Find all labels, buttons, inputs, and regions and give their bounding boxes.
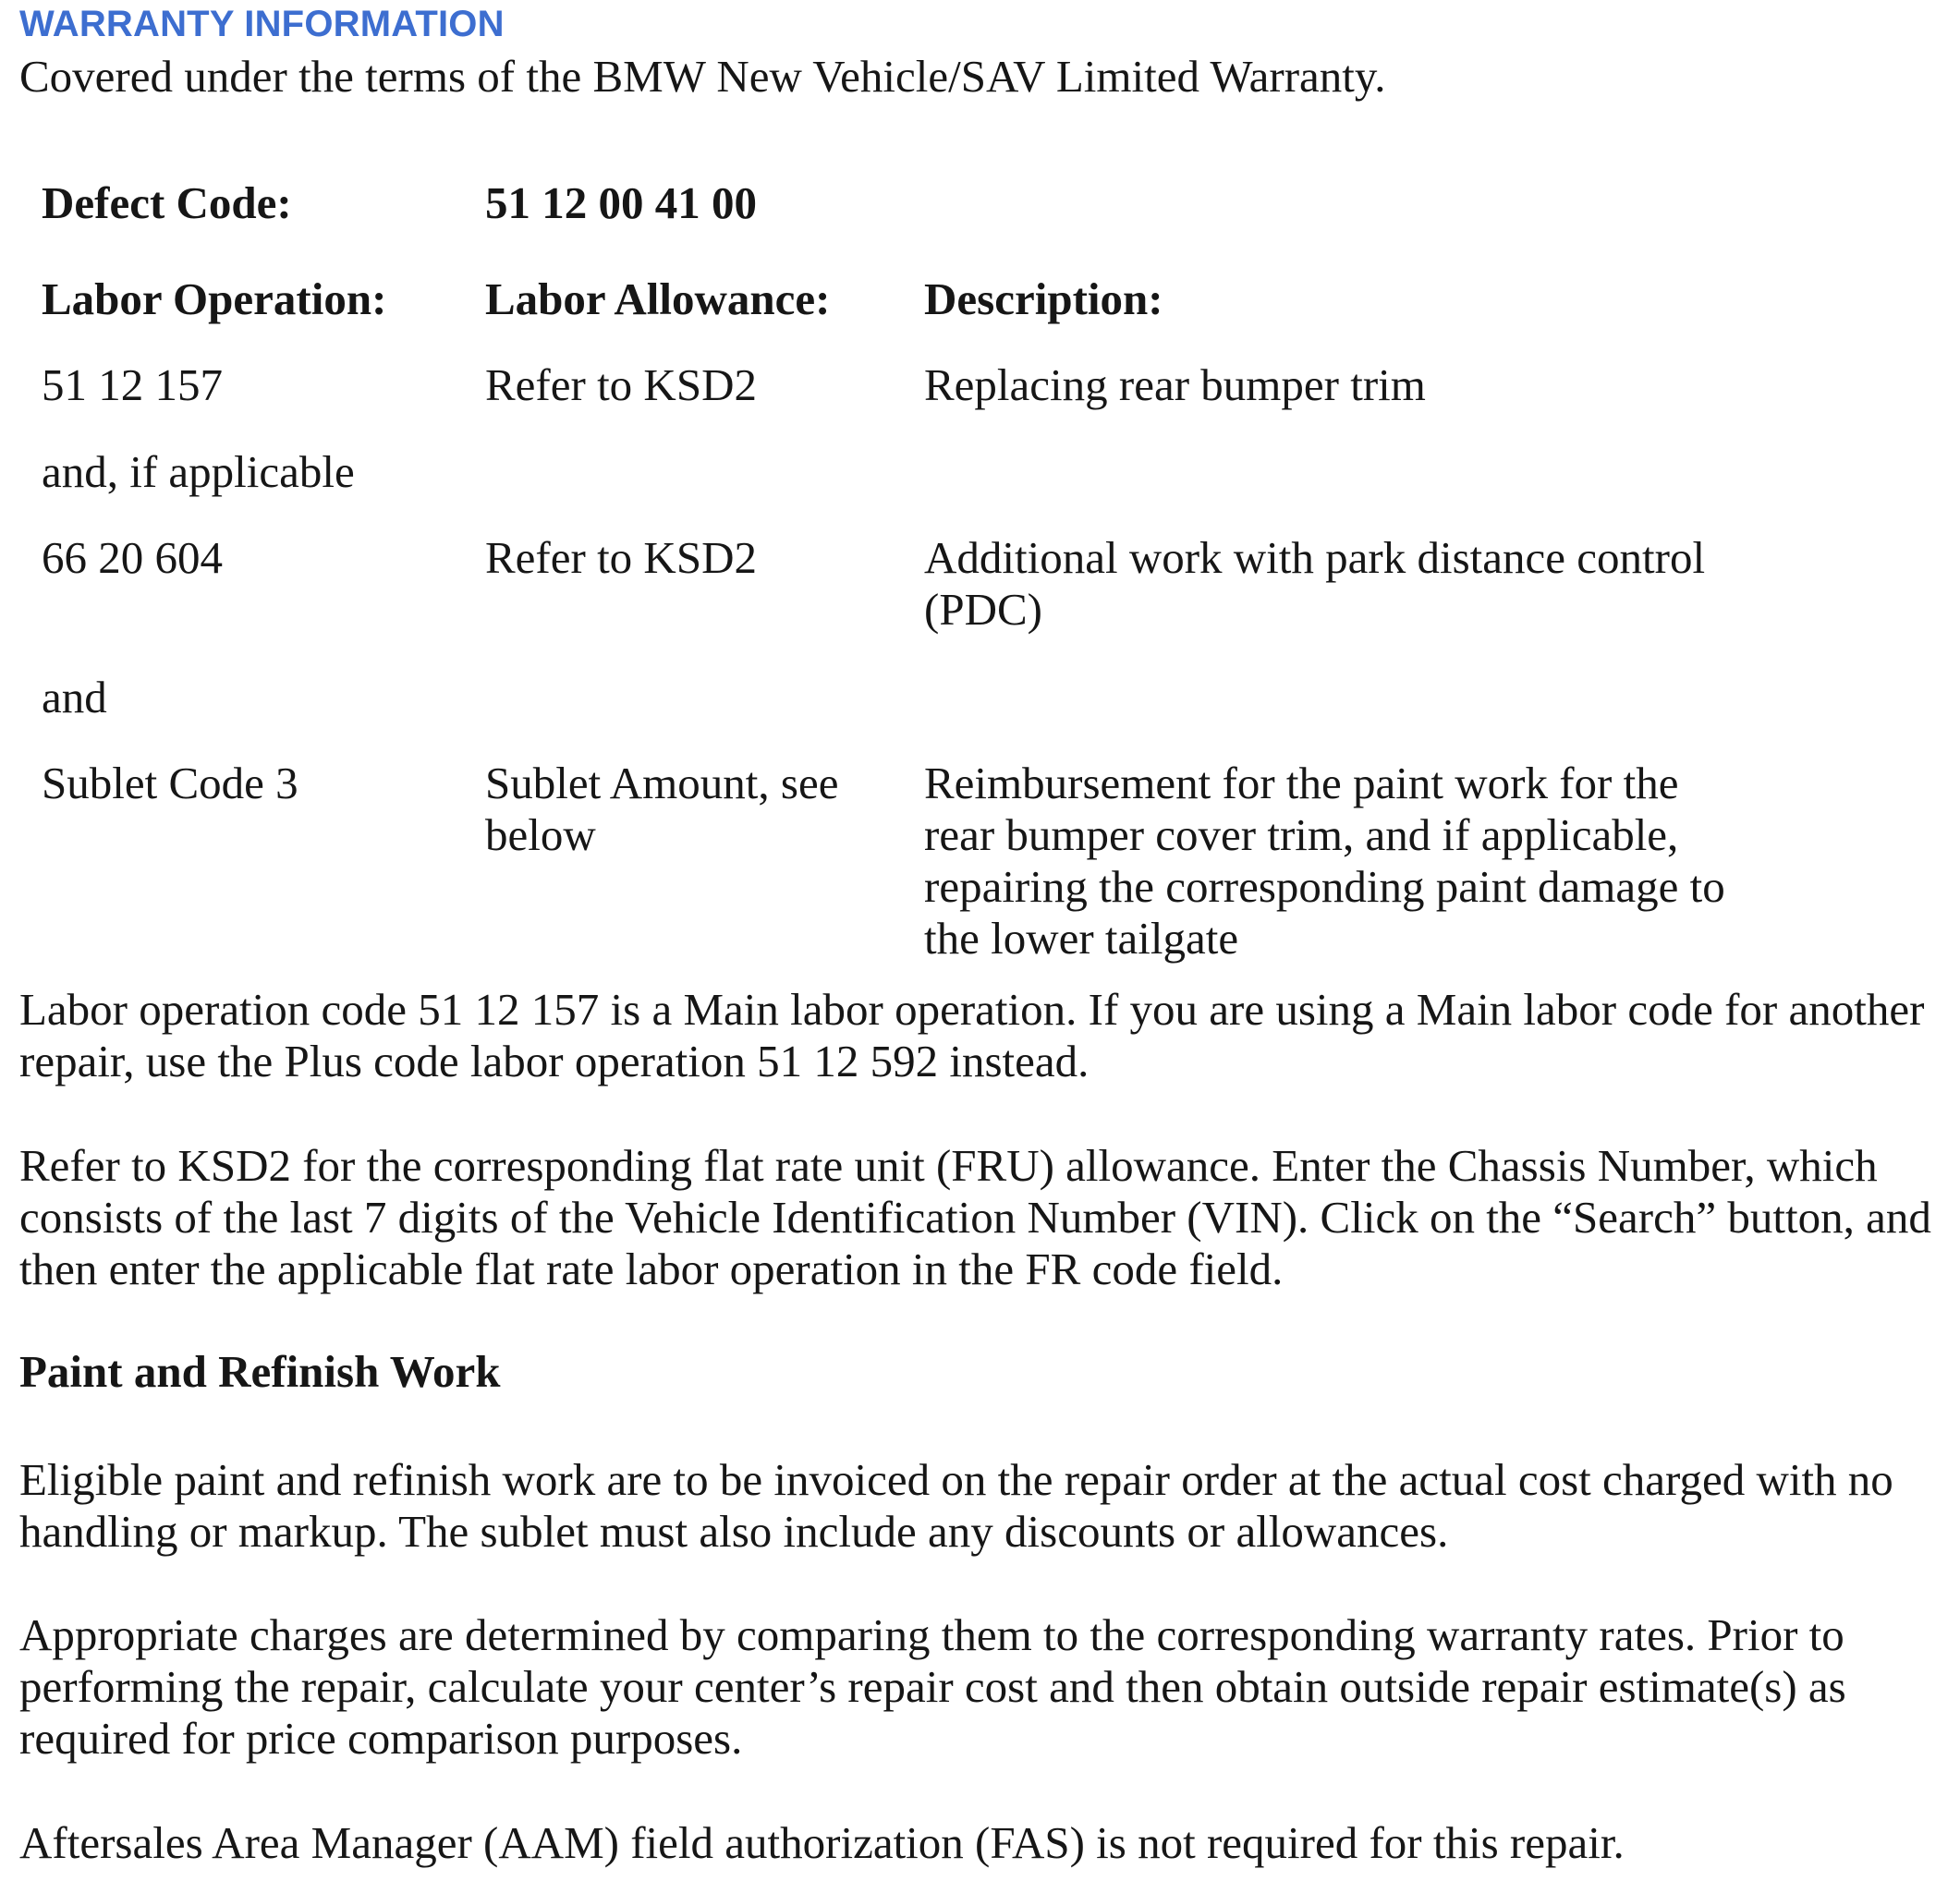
labor-description: the lower tailgate	[924, 913, 1239, 964]
labor-description: Reimbursement for the paint work for the	[924, 758, 1679, 808]
labor-description: repairing the corresponding paint damage to	[924, 861, 1725, 912]
paint-paragraph: Aftersales Area Manager (AAM) field authorization (FAS) is not required for this repair.	[19, 1817, 1625, 1868]
labor-description: Replacing rear bumper trim	[924, 359, 1426, 410]
labor-description: Additional work with park distance control	[924, 532, 1706, 583]
labor-op-code: 66 20 604	[42, 532, 223, 583]
main-code-note: Labor operation code 51 12 157 is a Main labor operation. If you are using a Main labor code for another repair, use the Plus code labor operation 51 12 592 instead.	[19, 984, 1925, 1086]
connector-text: and	[42, 672, 107, 722]
description-header: Description:	[924, 273, 1163, 324]
connector-text: and, if applicable	[42, 446, 355, 497]
paint-paragraph: Appropriate charges are determined by comparing them to the corresponding warranty rates. Prior to performing the repair, calculate your center’s repair cost and then obtain outside repair estimate(s) as required for price comparison purposes.	[19, 1609, 1846, 1764]
labor-allowance: Sublet Amount, see	[485, 758, 839, 808]
labor-allowance: Refer to KSD2	[485, 359, 757, 410]
labor-op-code: 51 12 157	[42, 359, 223, 410]
labor-allowance: below	[485, 809, 596, 860]
paint-section-heading: Paint and Refinish Work	[19, 1346, 501, 1397]
labor-operation-header: Labor Operation:	[42, 273, 387, 324]
ksd2-note: Refer to KSD2 for the corresponding flat rate unit (FRU) allowance. Enter the Chassis Number, which consists of the last 7 digits of the Vehicle Identification Number (VIN). Click on the “Search” button, and then enter the applicable flat rate labor operation in the FR code field.	[19, 1140, 1931, 1294]
paint-paragraph: Eligible paint and refinish work are to be invoiced on the repair order at the actual cost charged with no handling or markup. The sublet must also include any discounts or allowances.	[19, 1454, 1893, 1557]
labor-description: rear bumper cover trim, and if applicable,	[924, 809, 1679, 860]
warranty-heading: WARRANTY INFORMATION	[19, 4, 505, 44]
warranty-intro: Covered under the terms of the BMW New Vehicle/SAV Limited Warranty.	[19, 51, 1386, 102]
labor-description: (PDC)	[924, 584, 1042, 635]
defect-code-value: 51 12 00 41 00	[485, 177, 757, 228]
labor-op-code: Sublet Code 3	[42, 758, 298, 808]
defect-code-label: Defect Code:	[42, 177, 292, 228]
labor-allowance: Refer to KSD2	[485, 532, 757, 583]
labor-allowance-header: Labor Allowance:	[485, 273, 831, 324]
